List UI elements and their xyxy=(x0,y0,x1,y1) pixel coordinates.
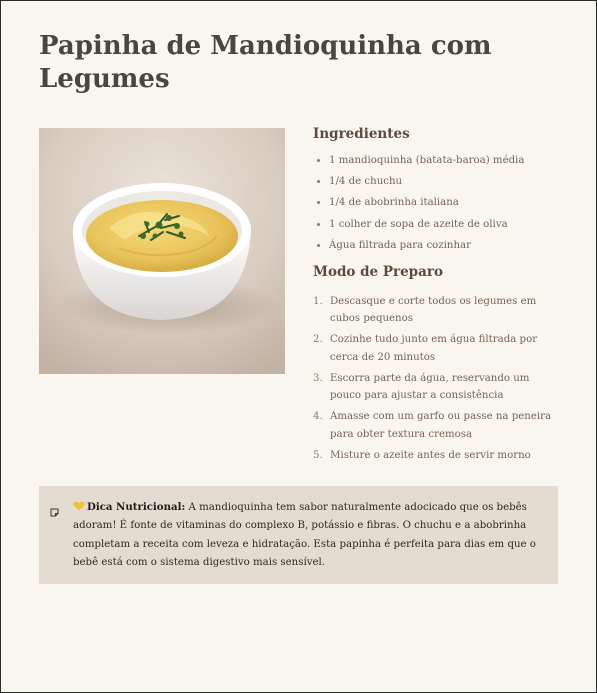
step-item xyxy=(313,408,563,443)
step-item xyxy=(313,370,563,405)
yellow-heart-icon xyxy=(73,500,85,510)
step-text: Cozinhe tudo junto em água filtrada por cerca de 20 minutos xyxy=(330,334,538,363)
step-text: Escorra parte da água, reservando um pouco para ajustar a consistência xyxy=(330,372,530,402)
ingredient-item: 1/4 de chuchu xyxy=(313,175,563,188)
step-text: Amasse com um garfo ou passe na peneira para obter textura cremosa xyxy=(330,411,552,440)
step-item xyxy=(313,293,563,328)
step-number: 3. xyxy=(313,372,323,384)
ingredients-heading: Ingredientes xyxy=(313,126,410,142)
ingredient-item: 1 colher de sopa de azeite de oliva xyxy=(313,218,563,231)
recipe-title: Papinha de Mandioquinha com Legumes xyxy=(39,31,492,94)
ingredients-list xyxy=(313,154,563,252)
step-item xyxy=(313,447,563,465)
ingredient-item: 1/4 de abobrinha italiana xyxy=(313,196,563,209)
step-item xyxy=(313,331,563,366)
tip-body: A mandioquinha tem sabor naturalmente adocicado que os bebês adoram! É fonte de vitaminas do complexo B, potássio e fibras. O chuchu e a abobrinha completam a receita com leveza e hidratação. Esta papinha é perfeita para dias em que o bebê está com o sistema digestivo mais sensível. xyxy=(73,502,536,568)
ingredient-item: 1 mandioquinha (batata-baroa) média xyxy=(313,154,563,167)
prep-heading: Modo de Preparo xyxy=(313,263,443,280)
step-number: 5. xyxy=(313,449,323,461)
steps-list xyxy=(313,293,563,465)
step-number: 4. xyxy=(313,411,323,423)
nutrition-tip-box xyxy=(39,486,558,584)
recipe-photo xyxy=(39,128,285,374)
nutrition-tip-text xyxy=(73,498,551,572)
note-icon xyxy=(50,502,59,511)
step-text: Descasque e corte todos os legumes em cubos pequenos xyxy=(330,295,537,325)
tip-label: Dica Nutricional: xyxy=(87,501,186,513)
recipe-details xyxy=(313,126,563,468)
ingredient-item: Água filtrada para cozinhar xyxy=(313,239,563,252)
step-text: Misture o azeite antes de servir morno xyxy=(330,449,531,461)
step-number: 2. xyxy=(313,334,323,346)
step-number: 1. xyxy=(313,295,323,307)
